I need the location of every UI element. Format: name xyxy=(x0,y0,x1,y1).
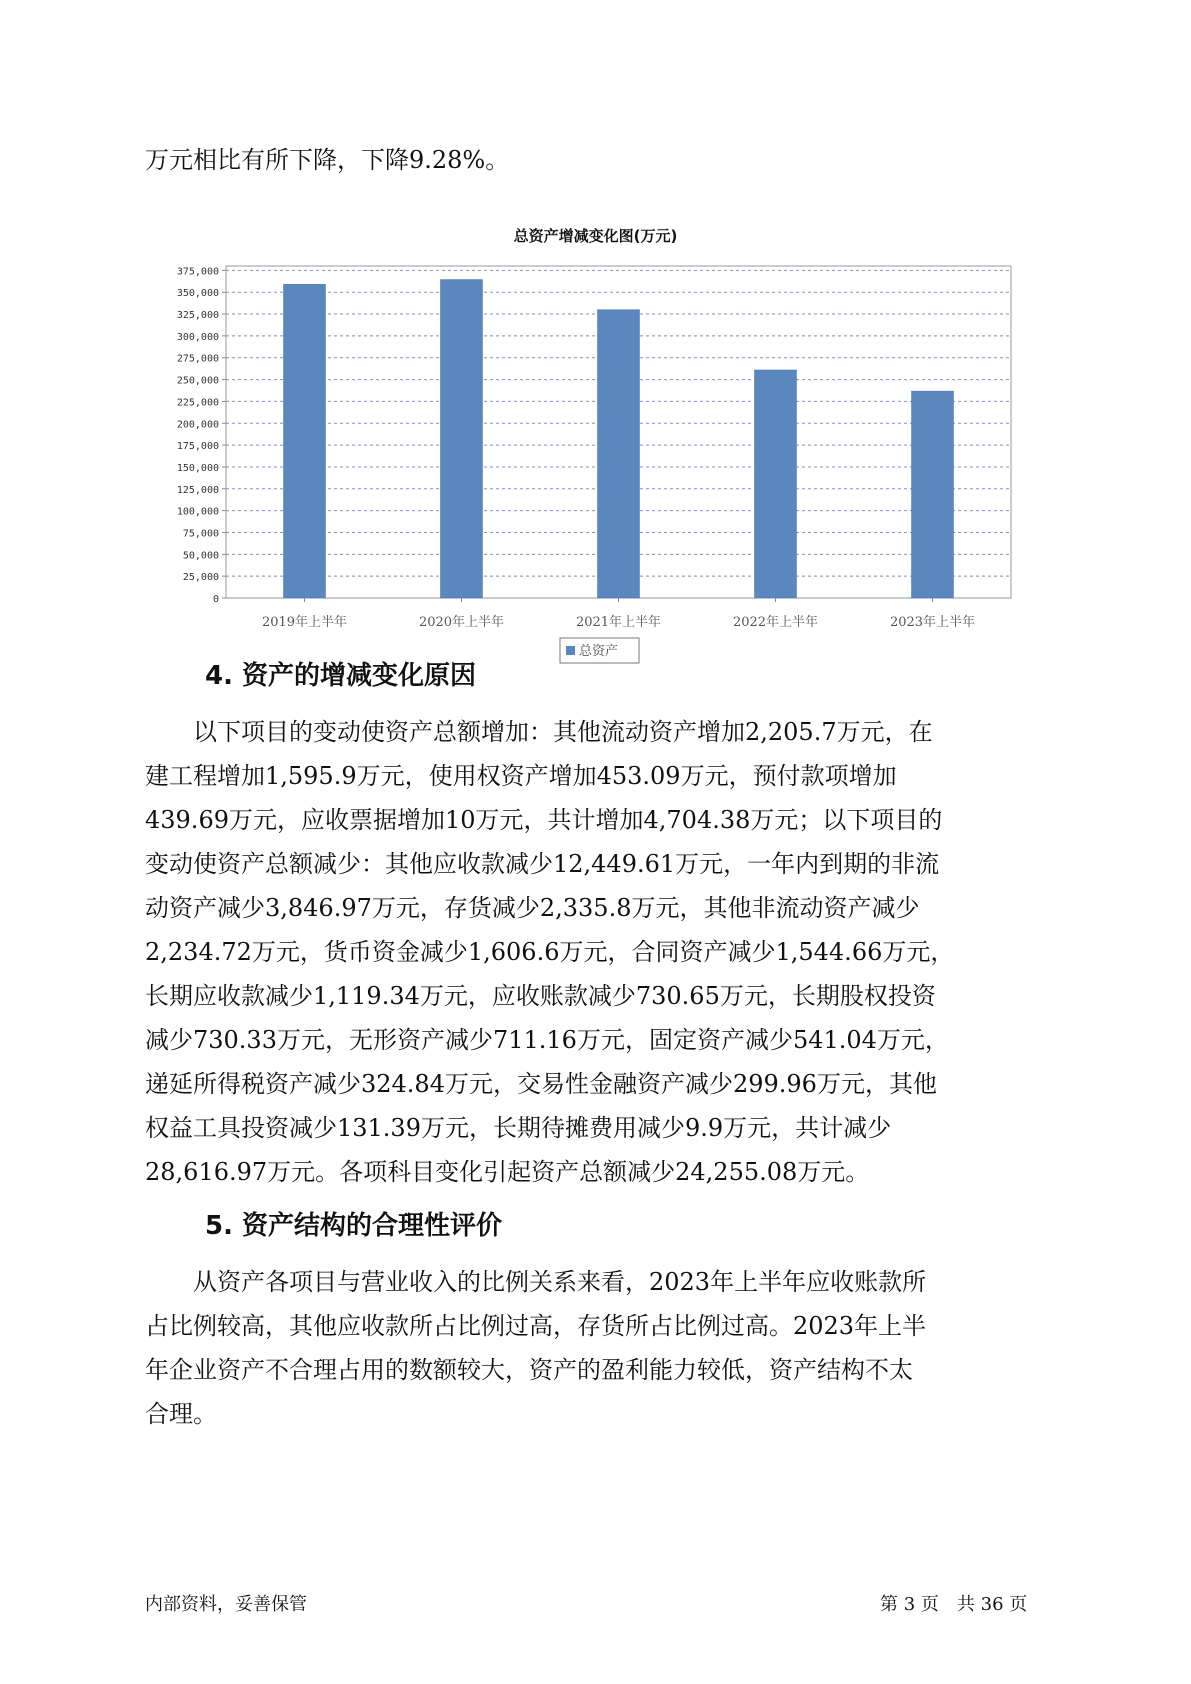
y-tick-label: 25,000 xyxy=(182,572,219,584)
y-tick-label: 200,000 xyxy=(176,419,219,431)
x-tick-label: 2022年上半年 xyxy=(732,615,819,630)
x-tick-label: 2019年上半年 xyxy=(261,615,348,630)
section4-line: 长期应收款减少1,119.34万元，应收账款减少730.65万元，长期股权投资 xyxy=(145,982,936,1010)
y-tick-label: 375,000 xyxy=(176,266,219,278)
section4-line: 动资产减少3,846.97万元，存货减少2,335.8万元，其他非流动资产减少 xyxy=(145,894,920,922)
x-tick-label: 2021年上半年 xyxy=(575,615,662,630)
section5-line: 占比例较高，其他应收款所占比例过高，存货所占比例过高。2023年上半 xyxy=(145,1312,927,1340)
y-tick-label: 75,000 xyxy=(182,528,219,540)
section5-line: 年企业资产不合理占用的数额较大，资产的盈利能力较低，资产结构不太 xyxy=(145,1356,913,1384)
y-tick-label: 175,000 xyxy=(176,441,219,453)
bar xyxy=(755,370,797,598)
y-tick-label: 350,000 xyxy=(176,288,219,300)
y-tick-label: 125,000 xyxy=(176,484,219,496)
y-tick-label: 250,000 xyxy=(176,375,219,387)
section4-line: 减少730.33万元，无形资产减少711.16万元，固定资产减少541.04万元， xyxy=(145,1026,949,1054)
y-tick-label: 0 xyxy=(212,594,219,605)
legend-label: 总资产 xyxy=(579,644,619,659)
bar xyxy=(441,280,483,598)
section4-line: 439.69万元，应收票据增加10万元，共计增加4,704.38万元；以下项目的 xyxy=(145,806,943,834)
section5-line: 从资产各项目与营业收入的比例关系来看，2023年上半年应收账款所 xyxy=(193,1268,927,1296)
y-tick-label: 100,000 xyxy=(176,506,219,518)
page-number: 第 3 页 共 36 页 xyxy=(880,1594,1028,1615)
section4-line: 2,234.72万元，货币资金减少1,606.6万元，合同资产减少1,544.66万元， xyxy=(145,938,955,966)
footer-note: 内部资料，妥善保管 xyxy=(145,1594,307,1615)
y-tick-label: 325,000 xyxy=(176,310,219,322)
y-tick-label: 225,000 xyxy=(176,397,219,409)
section5-line: 合理。 xyxy=(145,1400,217,1428)
bar xyxy=(284,284,326,598)
section4-line: 变动使资产总额减少：其他应收款减少12,449.61万元，一年内到期的非流 xyxy=(145,850,940,878)
y-tick-label: 150,000 xyxy=(176,462,219,474)
section5-heading: 5. 资产结构的合理性评价 xyxy=(205,1211,503,1241)
chart-title: 总资产增减变化图(万元) xyxy=(513,227,678,245)
x-tick-label: 2020年上半年 xyxy=(418,615,505,630)
section4-line: 递延所得税资产减少324.84万元，交易性金融资产减少299.96万元，其他 xyxy=(145,1070,937,1098)
y-tick-label: 50,000 xyxy=(182,550,219,562)
section4-line: 28,616.97万元。各项科目变化引起资产总额减少24,255.08万元。 xyxy=(145,1158,870,1186)
x-tick-label: 2023年上半年 xyxy=(889,615,976,630)
y-tick-label: 275,000 xyxy=(176,353,219,365)
section4-heading: 4. 资产的增减变化原因 xyxy=(205,661,477,691)
intro-line: 万元相比有所下降，下降9.28%。 xyxy=(145,146,510,174)
section4-line: 建工程增加1,595.9万元，使用权资产增加453.09万元，预付款项增加 xyxy=(145,762,897,790)
legend-swatch xyxy=(566,646,575,655)
section4-line: 权益工具投资减少131.39万元，长期待摊费用减少9.9万元，共计减少 xyxy=(145,1114,892,1142)
bar xyxy=(598,310,640,598)
y-tick-label: 300,000 xyxy=(176,331,219,343)
total-assets-bar-chart xyxy=(0,0,1191,659)
section4-line: 以下项目的变动使资产总额增加：其他流动资产增加2,205.7万元，在 xyxy=(193,718,933,746)
bar xyxy=(912,391,954,598)
